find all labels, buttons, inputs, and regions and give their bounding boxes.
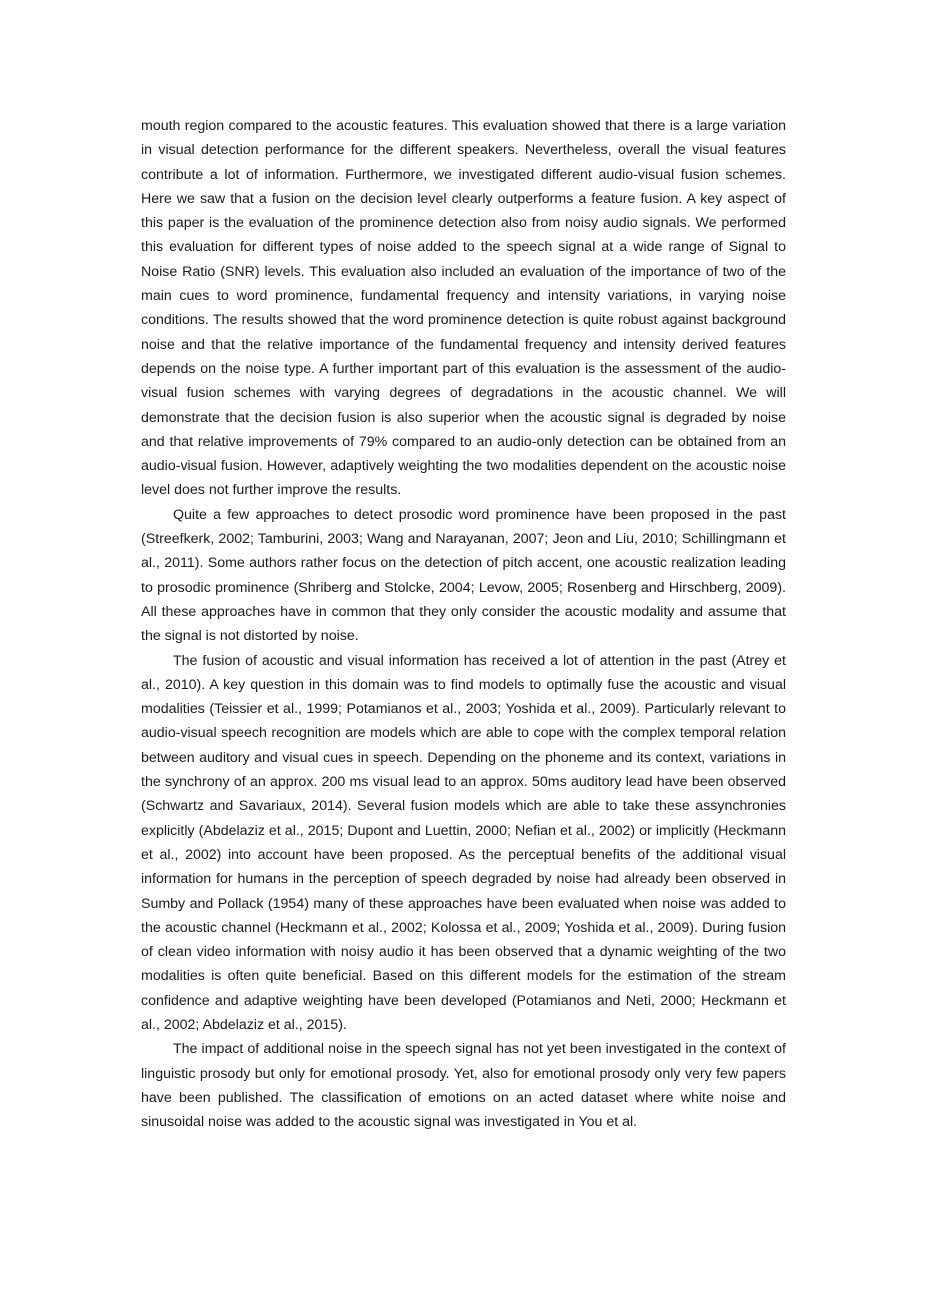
body-paragraph-3: The fusion of acoustic and visual information has received a lot of attention in the past (Atrey et al., 2010). A key question in this domain was to find models to optimally fuse the acoustic and visual modalities (Teissier et al., 1999; Potamianos et al., 2003; Yoshida et al., 2009). Particularly relevant to audio-visual speech recognition are models which are able to cope with the complex temporal relation between auditory and visual cues in speech. Depending on the phoneme and its context, variations in the synchrony of an approx. 200 ms visual lead to an approx. 50ms auditory lead have been observed (Schwartz and Savariaux, 2014). Several fusion models which are able to take these assynchronies explicitly (Abdelaziz et al., 2015; Dupont and Luettin, 2000; Nefian et al., 2002) or implicitly (Heckmann et al., 2002) into account have been proposed. As the perceptual benefits of the additional visual information for humans in the perception of speech degraded by noise had already been observed in Sumby and Pollack (1954) many of these approaches have been evaluated when noise was added to the acoustic channel (Heckmann et al., 2002; Kolossa et al., 2009; Yoshida et al., 2009). During fusion of clean video information with noisy audio it has been observed that a dynamic weighting of the two modalities is often quite beneficial. Based on this different models for the estimation of the stream confidence and adaptive weighting have been developed (Potamianos and Neti, 2000; Heckmann et al., 2002; Abdelaziz et al., 2015). xyxy=(141,652,786,1033)
body-paragraph-1: mouth region compared to the acoustic features. This evaluation showed that there is a large variation in visual detection performance for the different speakers. Nevertheless, overall the visual features contribute a lot of information. Furthermore, we investigated different audio-visual fusion schemes. Here we saw that a fusion on the decision level clearly outperforms a feature fusion. A key aspect of this paper is the evaluation of the prominence detection also from noisy audio signals. We performed this evaluation for different types of noise added to the speech signal at a wide range of Signal to Noise Ratio (SNR) levels. This evaluation also included an evaluation of the importance of two of the main cues to word prominence, fundamental frequency and intensity variations, in varying noise conditions. The results showed that the word prominence detection is quite robust against background noise and that the relative importance of the fundamental frequency and intensity derived features depends on the noise type. A further important part of this evaluation is the assessment of the audio-visual fusion schemes with varying degrees of degradations in the acoustic channel. We will demonstrate that the decision fusion is also superior when the acoustic signal is degraded by noise and that relative improvements of 79% compared to an audio-only detection can be obtained from an audio-visual fusion. However, adaptively weighting the two modalities dependent on the acoustic noise level does not further improve the results. xyxy=(141,118,786,499)
paper-page-body xyxy=(141,114,786,1134)
body-paragraph-4: The impact of additional noise in the speech signal has not yet been investigated in the context of linguistic prosody but only for emotional prosody. Yet, also for emotional prosody only very few papers have been published. The classification of emotions on an acted dataset where white noise and sinusoidal noise was added to the acoustic signal was investigated in You et al. xyxy=(141,1041,786,1131)
body-paragraph-2: Quite a few approaches to detect prosodic word prominence have been proposed in the past (Streefkerk, 2002; Tamburini, 2003; Wang and Narayanan, 2007; Jeon and Liu, 2010; Schillingmann et al., 2011). Some authors rather focus on the detection of pitch accent, one acoustic realization leading to prosodic prominence (Shriberg and Stolcke, 2004; Levow, 2005; Rosenberg and Hirschberg, 2009). All these approaches have in common that they only consider the acoustic modality and assume that the signal is not distorted by noise. xyxy=(141,506,786,645)
